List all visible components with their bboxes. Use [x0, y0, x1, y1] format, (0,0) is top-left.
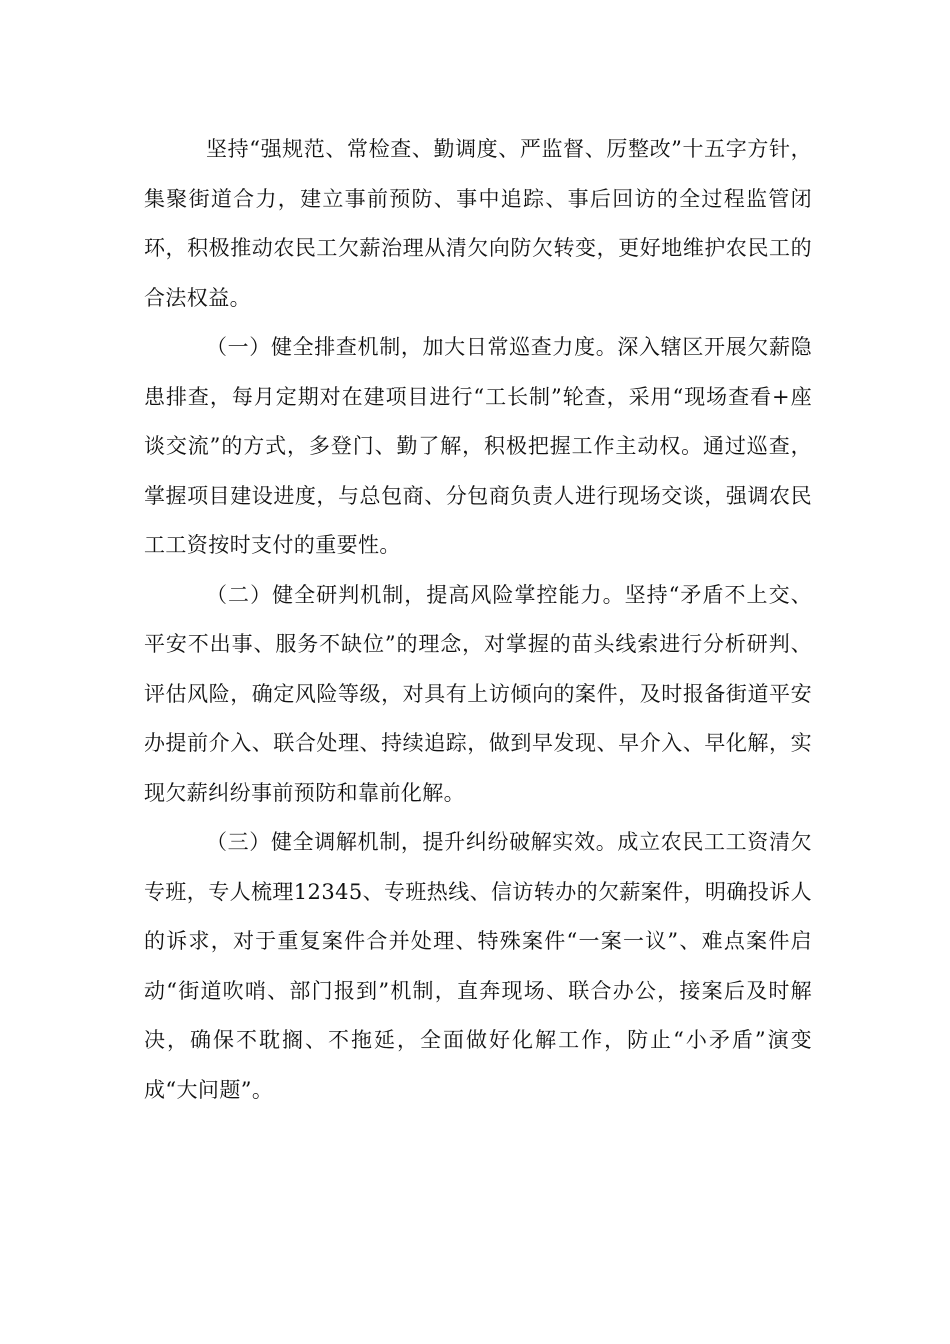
- paragraph-section-2: （二）健全研判机制，提高风险掌控能力。坚持“矛盾不上交、平安不出事、服务不缺位”的理念，对掌握的苗头线索进行分析研判、评估风险，确定风险等级，对具有上访倾向的案件，及时报备街道平安办提前介入、联合处理、持续追踪，做到早发现、早介入、早化解，实现欠薪纠纷事前预防和靠前化解。: [144, 582, 812, 805]
- paragraph-section-3: （三）健全调解机制，提升纠纷破解实效。成立农民工工资清欠专班，专人梳理12345、专班热线、信访转办的欠薪案件，明确投诉人的诉求，对于重复案件合并处理、特殊案件“一案一议”、难点案件启动“街道吹哨、部门报到”机制，直奔现场、联合办公，接案后及时解决，确保不耽搁、不拖延，全面做好化解工作，防止“小矛盾”演变成“大问题”。: [144, 830, 813, 1102]
- paragraph-section-1: （一）健全排查机制，加大日常巡查力度。深入辖区开展欠薪隐患排查，每月定期对在建项目进行“工长制”轮查，采用“现场查看+座谈交流”的方式，多登门、勤了解，积极把握工作主动权。通过巡查，掌握项目建设进度，与总包商、分包商负责人进行现场交谈，强调农民工工资按时支付的重要性。: [144, 335, 812, 557]
- document-body: [144, 125, 812, 1115]
- paragraph-intro: 坚持“强规范、常检查、勤调度、严监督、厉整改”十五字方针，集聚街道合力，建立事前预防、事中追踪、事后回访的全过程监管闭环，积极推动农民工欠薪治理从清欠向防欠转变，更好地维护农民工的合法权益。: [144, 137, 812, 310]
